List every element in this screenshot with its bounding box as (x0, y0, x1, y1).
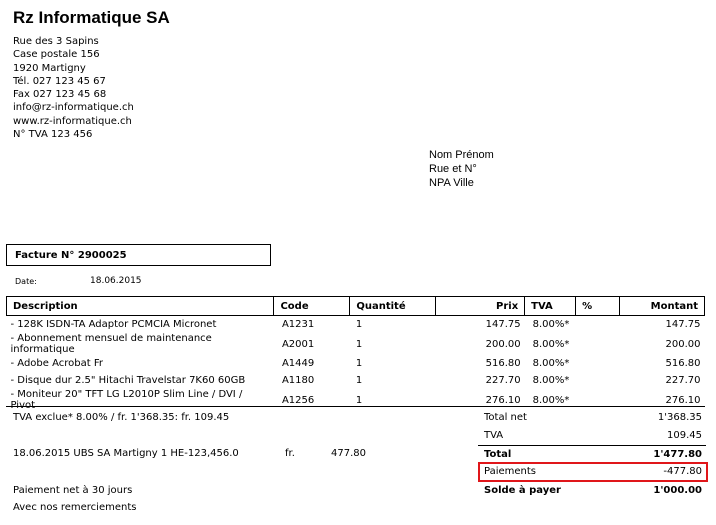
cell-quantity: 1 (355, 375, 363, 386)
cell-amount: 516.80 (665, 358, 701, 369)
items-table (6, 296, 705, 411)
address-phone: Tél. 027 123 45 67 (13, 75, 106, 87)
cell-description: - Abonnement mensuel de maintenance informatique (10, 333, 212, 355)
table-row (7, 372, 705, 389)
address-vat-number: N° TVA 123 456 (13, 129, 93, 141)
cell-description: - Moniteur 20" TFT LG L2010P Slim Line / DVI / (10, 389, 243, 400)
cell-tva: 8.00%* (532, 358, 570, 369)
col-quantity: Quantité (350, 297, 436, 316)
tva-value: 109.45 (667, 430, 702, 441)
date-label: Date: (15, 277, 37, 286)
address-line: Case postale 156 (13, 49, 100, 61)
cell-code: A1256 (281, 394, 315, 406)
payments-value: -477.80 (663, 466, 702, 477)
cell-quantity: 1 (355, 394, 363, 406)
address-line: Rue des 3 Sapins (13, 36, 99, 47)
company-address (13, 35, 134, 141)
cell-description: - 128K ISDN-TA Adaptor PCMCIA Micronet (10, 319, 217, 330)
cell-code: A1449 (281, 358, 315, 369)
address-email: info@rz-informatique.ch (13, 102, 134, 114)
total-divider (478, 445, 706, 446)
cell-description: - Adobe Acrobat Fr (10, 358, 103, 369)
cell-tva: 8.00%* (532, 375, 570, 386)
tva-label: TVA (484, 430, 504, 441)
payment-amount: 477.80 (331, 448, 366, 459)
cell-price: 276.10 (485, 394, 521, 406)
col-tva: TVA (525, 297, 576, 316)
payment-entry: 18.06.2015 UBS SA Martigny 1 HE-123,456.0 (13, 448, 239, 459)
col-amount: Montant (620, 297, 705, 316)
col-code: Code (274, 297, 350, 316)
cell-code: A1180 (281, 375, 315, 386)
company-name: Rz Informatique SA (13, 8, 170, 27)
cell-amount: 200.00 (665, 338, 701, 350)
col-price: Prix (436, 297, 525, 316)
cell-amount: 147.75 (665, 319, 701, 330)
table-row (7, 333, 705, 355)
recipient-street: Rue et N° (429, 163, 477, 175)
address-fax: Fax 027 123 45 68 (13, 89, 107, 101)
cell-tva: 8.00%* (532, 319, 570, 330)
recipient-address (429, 148, 494, 190)
payment-terms: Paiement net à 30 jours (13, 485, 133, 496)
payments-label: Paiements (484, 466, 537, 477)
invoice-title: Facture N° 2900025 (15, 250, 127, 261)
cell-amount: 227.70 (665, 375, 701, 386)
cell-description: - Disque dur 2.5" Hitachi Travelstar 7K60 60GB (10, 375, 246, 386)
table-row (7, 355, 705, 372)
col-description: Description (7, 297, 274, 316)
thanks-note: Avec nos remerciements (13, 502, 137, 513)
cell-tva: 8.00%* (532, 338, 570, 350)
cell-price: 516.80 (485, 358, 521, 369)
recipient-city: NPA Ville (429, 177, 474, 189)
cell-price: 200.00 (485, 338, 521, 350)
balance-label: Solde à payer (484, 485, 561, 496)
cell-amount: 276.10 (665, 394, 701, 406)
col-percent: % (576, 297, 620, 316)
table-row (7, 389, 705, 411)
invoice-date: 18.06.2015 (90, 276, 142, 286)
cell-price: 227.70 (485, 375, 521, 386)
cell-tva: 8.00%* (532, 394, 570, 406)
invoice-title-box (6, 244, 271, 266)
table-bottom-divider (6, 406, 705, 407)
table-header-row (7, 297, 705, 316)
address-line: 1920 Martigny (13, 62, 86, 74)
cell-price: 147.75 (485, 319, 521, 330)
total-value: 1'477.80 (653, 449, 702, 460)
recipient-name: Nom Prénom (429, 149, 494, 161)
cell-code: A1231 (281, 319, 315, 330)
tva-note: TVA exclue* 8.00% / fr. 1'368.35: fr. 109.45 (13, 412, 230, 423)
cell-quantity: 1 (355, 319, 363, 330)
cell-quantity: 1 (355, 358, 363, 369)
cell-code: A2001 (281, 338, 315, 350)
table-row (7, 316, 705, 334)
payment-currency: fr. (285, 448, 295, 459)
balance-value: 1'000.00 (653, 485, 702, 496)
cell-quantity: 1 (355, 338, 363, 350)
total-net-value: 1'368.35 (657, 412, 702, 423)
total-net-label: Total net (484, 412, 527, 423)
address-website: www.rz-informatique.ch (13, 115, 132, 127)
total-label: Total (484, 449, 512, 460)
